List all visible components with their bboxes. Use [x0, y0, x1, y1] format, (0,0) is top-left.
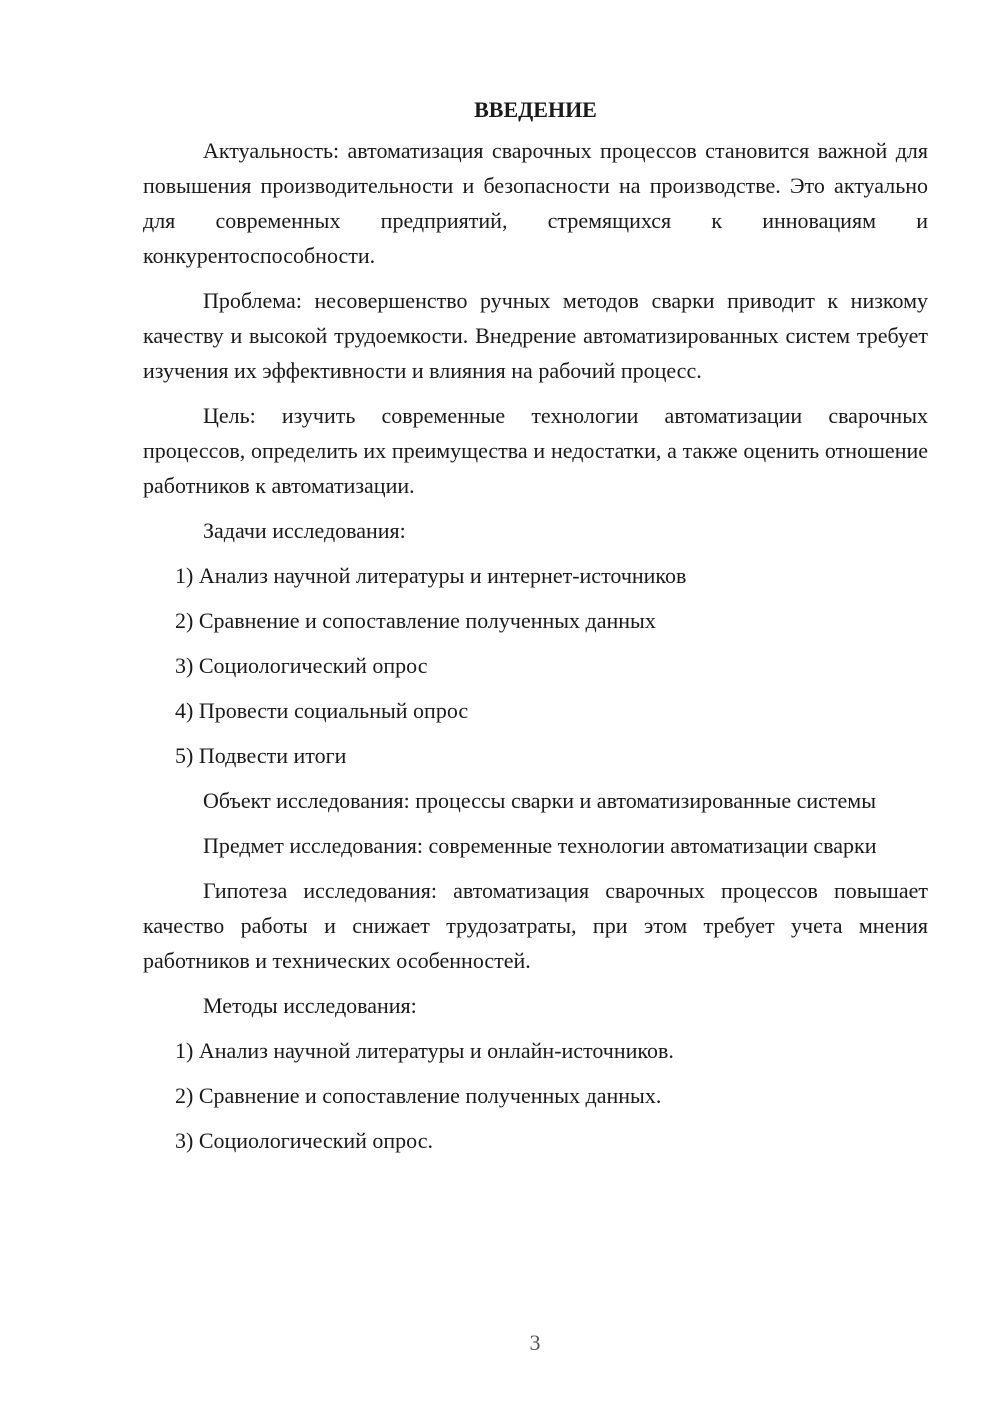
page-number: 3	[529, 1330, 541, 1355]
methods-label: Методы исследования:	[203, 993, 417, 1018]
problem-paragraph: Проблема: несовершенство ручных методов сварки приводит к низкому качеству и высокой трудоемкости. Внедрение автоматизированных систем требует изучения их эффективности и влияния на рабочий процесс.	[143, 288, 928, 383]
tasks-label: Задачи исследования:	[203, 518, 406, 543]
list-item: 1) Анализ научной литературы и интернет-источников	[175, 563, 687, 588]
methods-list	[143, 1033, 928, 1158]
list-item: 4) Провести социальный опрос	[175, 698, 469, 723]
object-paragraph: Объект исследования: процессы сварки и автоматизированные системы	[203, 788, 876, 813]
list-item: 3) Социологический опрос.	[175, 1128, 433, 1153]
subject-paragraph: Предмет исследования: современные технологии автоматизации сварки	[203, 833, 877, 858]
list-item: 3) Социологический опрос	[175, 653, 428, 678]
tasks-list	[143, 558, 928, 773]
actuality-paragraph: Актуальность: автоматизация сварочных процессов становится важной для повышения производительности и безопасности на производстве. Это актуально для современных предприятий, стремящихся к инновациям и конкурентоспособности.	[143, 138, 928, 268]
document-page	[143, 92, 928, 1168]
hypothesis-paragraph: Гипотеза исследования: автоматизация сварочных процессов повышает качество работы и снижает трудозатраты, при этом требует учета мнения работников и технических особенностей.	[143, 878, 928, 973]
page-title: ВВЕДЕНИЕ	[474, 97, 597, 122]
list-item: 1) Анализ научной литературы и онлайн-источников.	[175, 1038, 674, 1063]
goal-paragraph: Цель: изучить современные технологии автоматизации сварочных процессов, определить их преимущества и недостатки, а также оценить отношение работников к автоматизации.	[143, 403, 928, 498]
list-item: 5) Подвести итоги	[175, 743, 347, 768]
list-item: 2) Сравнение и сопоставление полученных данных	[175, 608, 656, 633]
list-item: 2) Сравнение и сопоставление полученных данных.	[175, 1083, 662, 1108]
